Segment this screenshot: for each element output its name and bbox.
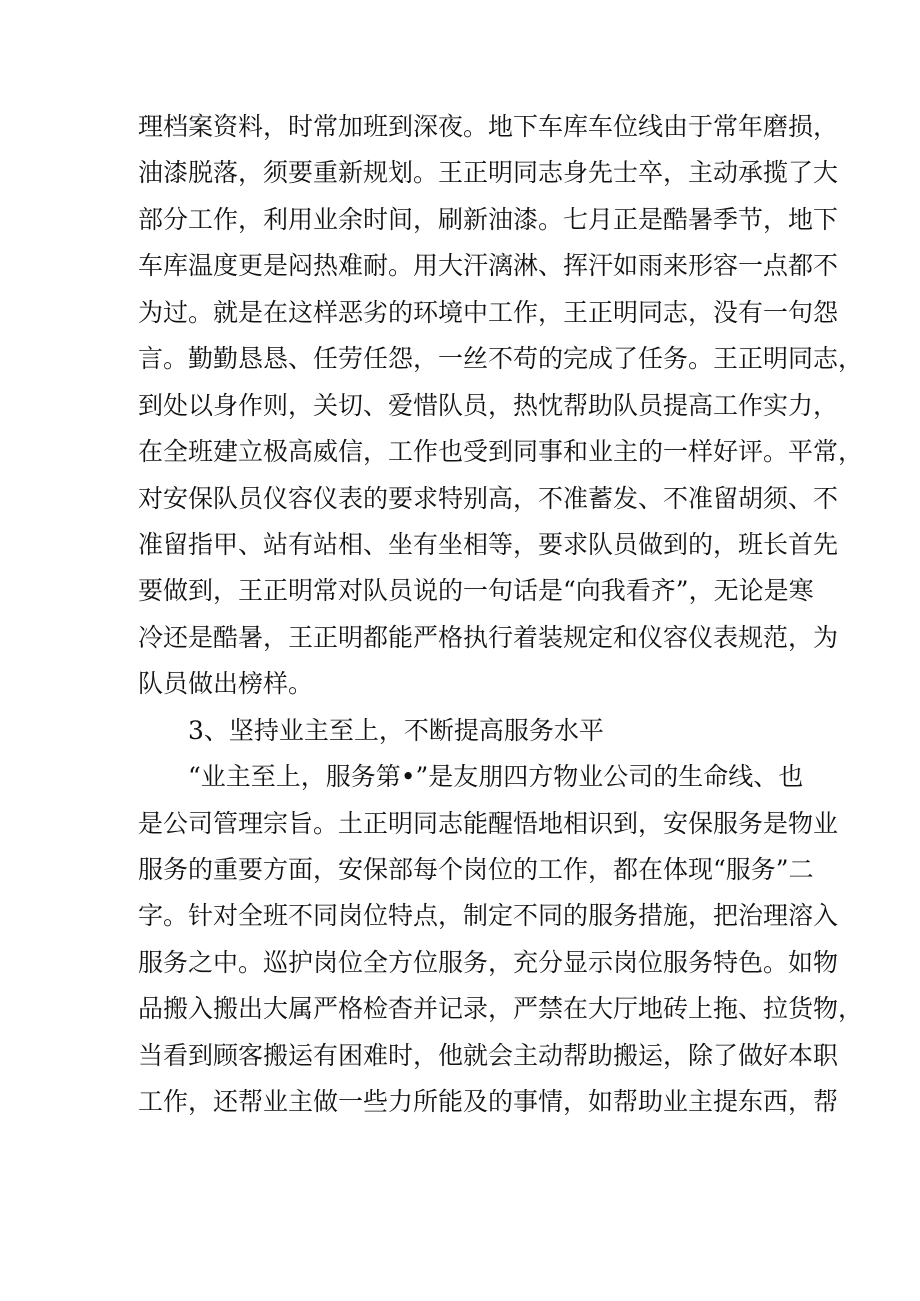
- text-line: 工作，还帮业主做一些力所能及的事情，如帮助业主提东西，帮: [138, 1087, 839, 1117]
- text-line: 油漆脱落，须要重新规划。王正明同志身先士卒，主动承揽了大: [138, 158, 839, 188]
- text-line: 服务的重要方面，安保部每个岗位的工作，都在体现“服务”二: [138, 855, 814, 884]
- text-line: 冷还是酷暑，王正明都能严格执行着装规定和仪容仪表规范，为: [138, 622, 839, 652]
- text-line: 队员做出榜样。: [138, 669, 314, 699]
- text-line: 准留指甲、站有站相、坐有坐相等，要求队员做到的，班长首先: [138, 529, 839, 559]
- body-text: [138, 104, 864, 1126]
- text-line: 是公司管理宗旨。土正明同志能醒悟地相识到，安保服务是物业: [138, 808, 839, 838]
- text-line: 在全班建立极高威信，工作也受到同事和业主的一样好评。平常，: [138, 437, 864, 467]
- text-line: “业主至上，服务第•”是友朋四方物业公司的生命线、也: [188, 762, 804, 792]
- section-heading: 3、坚持业主至上，不断提高服务水平: [188, 715, 604, 745]
- text-line: 字。针对全班不同岗位特点，制定不同的服务措施，把治理溶入: [138, 901, 839, 931]
- paragraph-2: [138, 754, 864, 1126]
- text-line: 要做到，王正明常对队员说的一句话是“向我看齐”，无论是寒: [138, 576, 814, 606]
- text-line: 为过。就是在这样恶劣的环境中工作，王正明同志，没有一句怨: [138, 297, 839, 327]
- text-line: 到处以身作则，关切、爱惜队员，热忱帮助队员提高工作实力，: [138, 390, 839, 420]
- paragraph-1: [138, 104, 864, 708]
- text-line: 品搬入搬出大属严格检杳并记录，严禁在大厅地砖上拖、拉货物，: [138, 994, 864, 1024]
- text-line: 理档案资料，时常加班到深夜。地下车库车位线由于常年磨损，: [138, 112, 839, 141]
- text-line: 部分工作，利用业余时间，刷新油漆。七月正是酷暑季节，地下: [138, 204, 839, 234]
- text-line: 车库温度更是闷热难耐。用大汗漓淋、挥汗如雨来形容一点都不: [138, 251, 839, 281]
- text-line: 服务之中。巡护岗位全方位服务，充分显示岗位服务特色。如物: [138, 947, 839, 977]
- text-line: 当看到顾客搬运有困难时，他就会主动帮助搬运，除了做好本职: [138, 1040, 839, 1070]
- text-line: 对安保队员仪容仪表的要求特别高，不准蓄发、不准留胡须、不: [138, 483, 839, 513]
- text-line: 言。勤勤恳恳、任劳任怨，一丝不苟的完成了任务。王正明同志，: [138, 344, 864, 374]
